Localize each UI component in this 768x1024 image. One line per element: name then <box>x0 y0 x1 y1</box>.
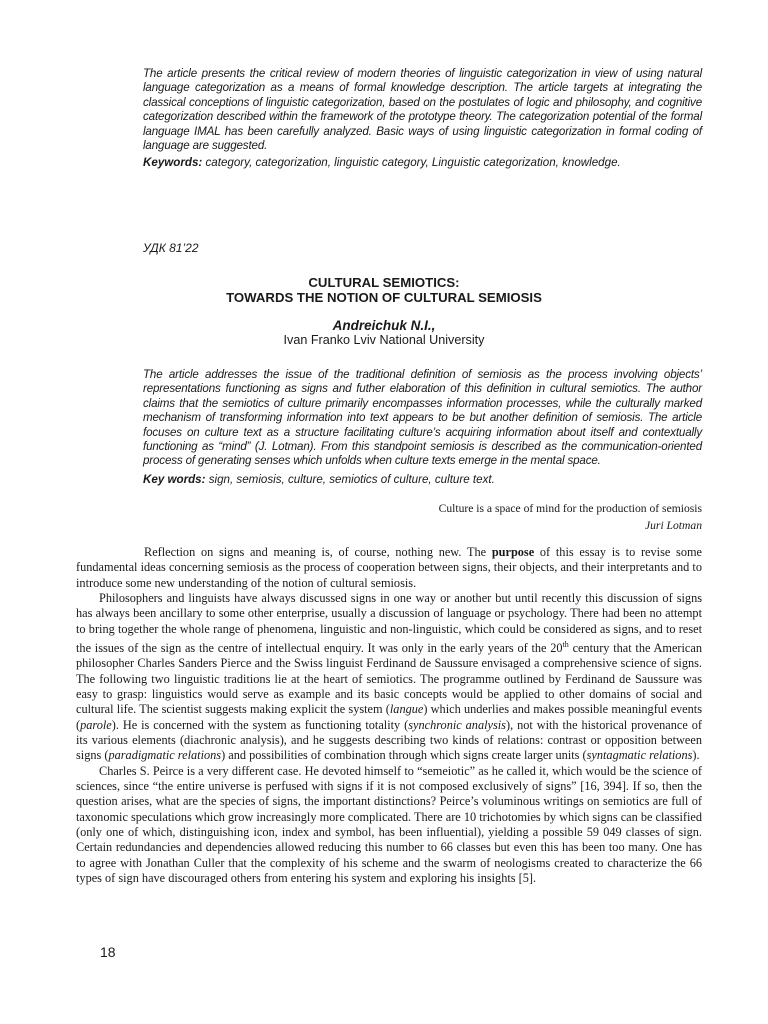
udk-code: УДК 81’22 <box>143 241 199 255</box>
italic-term: parole <box>80 717 112 732</box>
page-number: 18 <box>100 944 116 960</box>
keywords-label: Key words: <box>143 473 206 486</box>
paragraph-1 <box>76 545 702 591</box>
text-run: ), not with the historical provenance of its various elements (diachronic analysis), and he suggests describing two kinds of relations: contrast or opposition between signs ( <box>76 717 702 763</box>
text-run: ) and possibilities of combination through which signs create larger units ( <box>221 748 587 763</box>
text-run: ). <box>692 748 700 763</box>
keywords-text: category, categorization, linguistic category, Linguistic categorization, knowledge. <box>202 156 621 169</box>
epigraph-author: Juri Lotman <box>644 519 702 532</box>
keywords-2 <box>143 473 702 487</box>
epigraph-quote: Culture is a space of mind for the production of semiosis <box>438 502 702 515</box>
text-run: ). He is concerned with the system as functioning totality ( <box>111 717 409 732</box>
text-run: of this essay is to revise some fundamental ideas concerning semiosis as the process of cooperation between signs, their objects, and their interpretants and to introduce some new understanding of the notion of cultural semiosis. <box>76 545 703 590</box>
keywords-1 <box>143 156 702 170</box>
bold-term: purpose <box>491 545 535 559</box>
italic-term: syntagmatic relations <box>586 748 693 763</box>
italic-term: langue <box>389 702 424 717</box>
article-body <box>76 545 702 886</box>
text-run: Philosophers and linguists have always discussed signs in one way or another but until recently this discussion of signs has always been ancillary to some other enterprise, usually a discussion of language or psychology. There had been no attempt to bring together the whole range of phenomena, linguistic and non-linguistic, which could be considered as signs, and to reset the issues of the sign as the centre of intellectual enquiry. It was only in the early years of the 20 <box>76 590 702 656</box>
superscript: th <box>562 639 569 649</box>
italic-term: synchronic analysis <box>408 717 506 732</box>
abstract-1: The article presents the critical review of modern theories of linguistic categorization in view of using natural language categorization as a means of formal knowledge description. The article targets at integrating the classical conceptions of linguistic categorization, based on the postulates of logic and philosophy, and cognitive categorization described within the framework of the prototype theory. The categorization potential of the formal language IMAL has been carefully analyzed. Basic ways of using linguistic categorization in formal coding of language are suggested. <box>143 67 702 153</box>
paragraph-3: Charles S. Peirce is a very different case. He devoted himself to “semeiotic” as he called it, which would be the science of sciences, since “the entire universe is perfused with signs if it is not composed exclusively of signs” [16, 394]. If so, then the question arises, what are the species of signs, the important distinctions? Peirce’s voluminous writings on semiotics are full of taxonomic speculations which grow increasingly more complicated. There are 10 trichotomies by which signs can be classified (only one of which, distinguishing icon, index and symbol, has been influential), yielding a possible 59 049 classes of sign. Certain redundancies and dependencies allowed reducing this number to 66 classes but even this has been too many. One has to agree with Jonathan Culler that the complexity of his scheme and the swarm of neologisms created to characterize the 66 types of sign have discouraged others from entering his system and exploring his insights [5]. <box>76 763 702 885</box>
keywords-label: Keywords: <box>143 156 203 169</box>
author-name: Andreichuk N.I., <box>332 318 436 333</box>
abstract-2: The article addresses the issue of the traditional definition of semiosis as the process involving objects’ representations functioning as signs and futher elaboration of this definition in cultural semiotics. The author claims that the semiotics of culture primarily encompasses information processes, while the culturally marked mechanism of transforming information into text appears to be but another definition of semiosis. The article focuses on culture text as a structure facilitating culture’s acquiring information about itself and contextually functioning as “mind” (J. Lotman). From this standpoint semiosis is described as the communication-oriented process of generating senses which unfolds when culture texts emerge in the mental space. <box>143 368 702 468</box>
keywords-text: sign, semiosis, culture, semiotics of culture, culture text. <box>205 473 495 486</box>
author-affiliation: Ivan Franko Lviv National University <box>283 333 485 347</box>
text-run: Reflection on signs and meaning is, of course, nothing new. The <box>144 545 492 559</box>
article-title-line-2: TOWARDS THE NOTION OF CULTURAL SEMIOSIS <box>226 290 542 305</box>
text-run: ) which underlies and makes possible meaningful events ( <box>76 702 702 732</box>
italic-term: paradigmatic relations <box>108 748 222 763</box>
text-run: century that the American philosopher Charles Sanders Pierce and the Swiss linguist Ferdinand de Saussure envisaged a comprehensive science of signs. The following two linguistic traditions lie at the heart of semiotics. The programme outlined by Ferdinand de Saussure was easy to grasp: linguistics would serve as example and its basic concepts would be applied to other domains of social and cultural life. The scientist suggests making explicit the system ( <box>76 641 702 717</box>
paragraph-2 <box>76 591 702 764</box>
article-title-line-1: CULTURAL SEMIOTICS: <box>308 275 460 290</box>
